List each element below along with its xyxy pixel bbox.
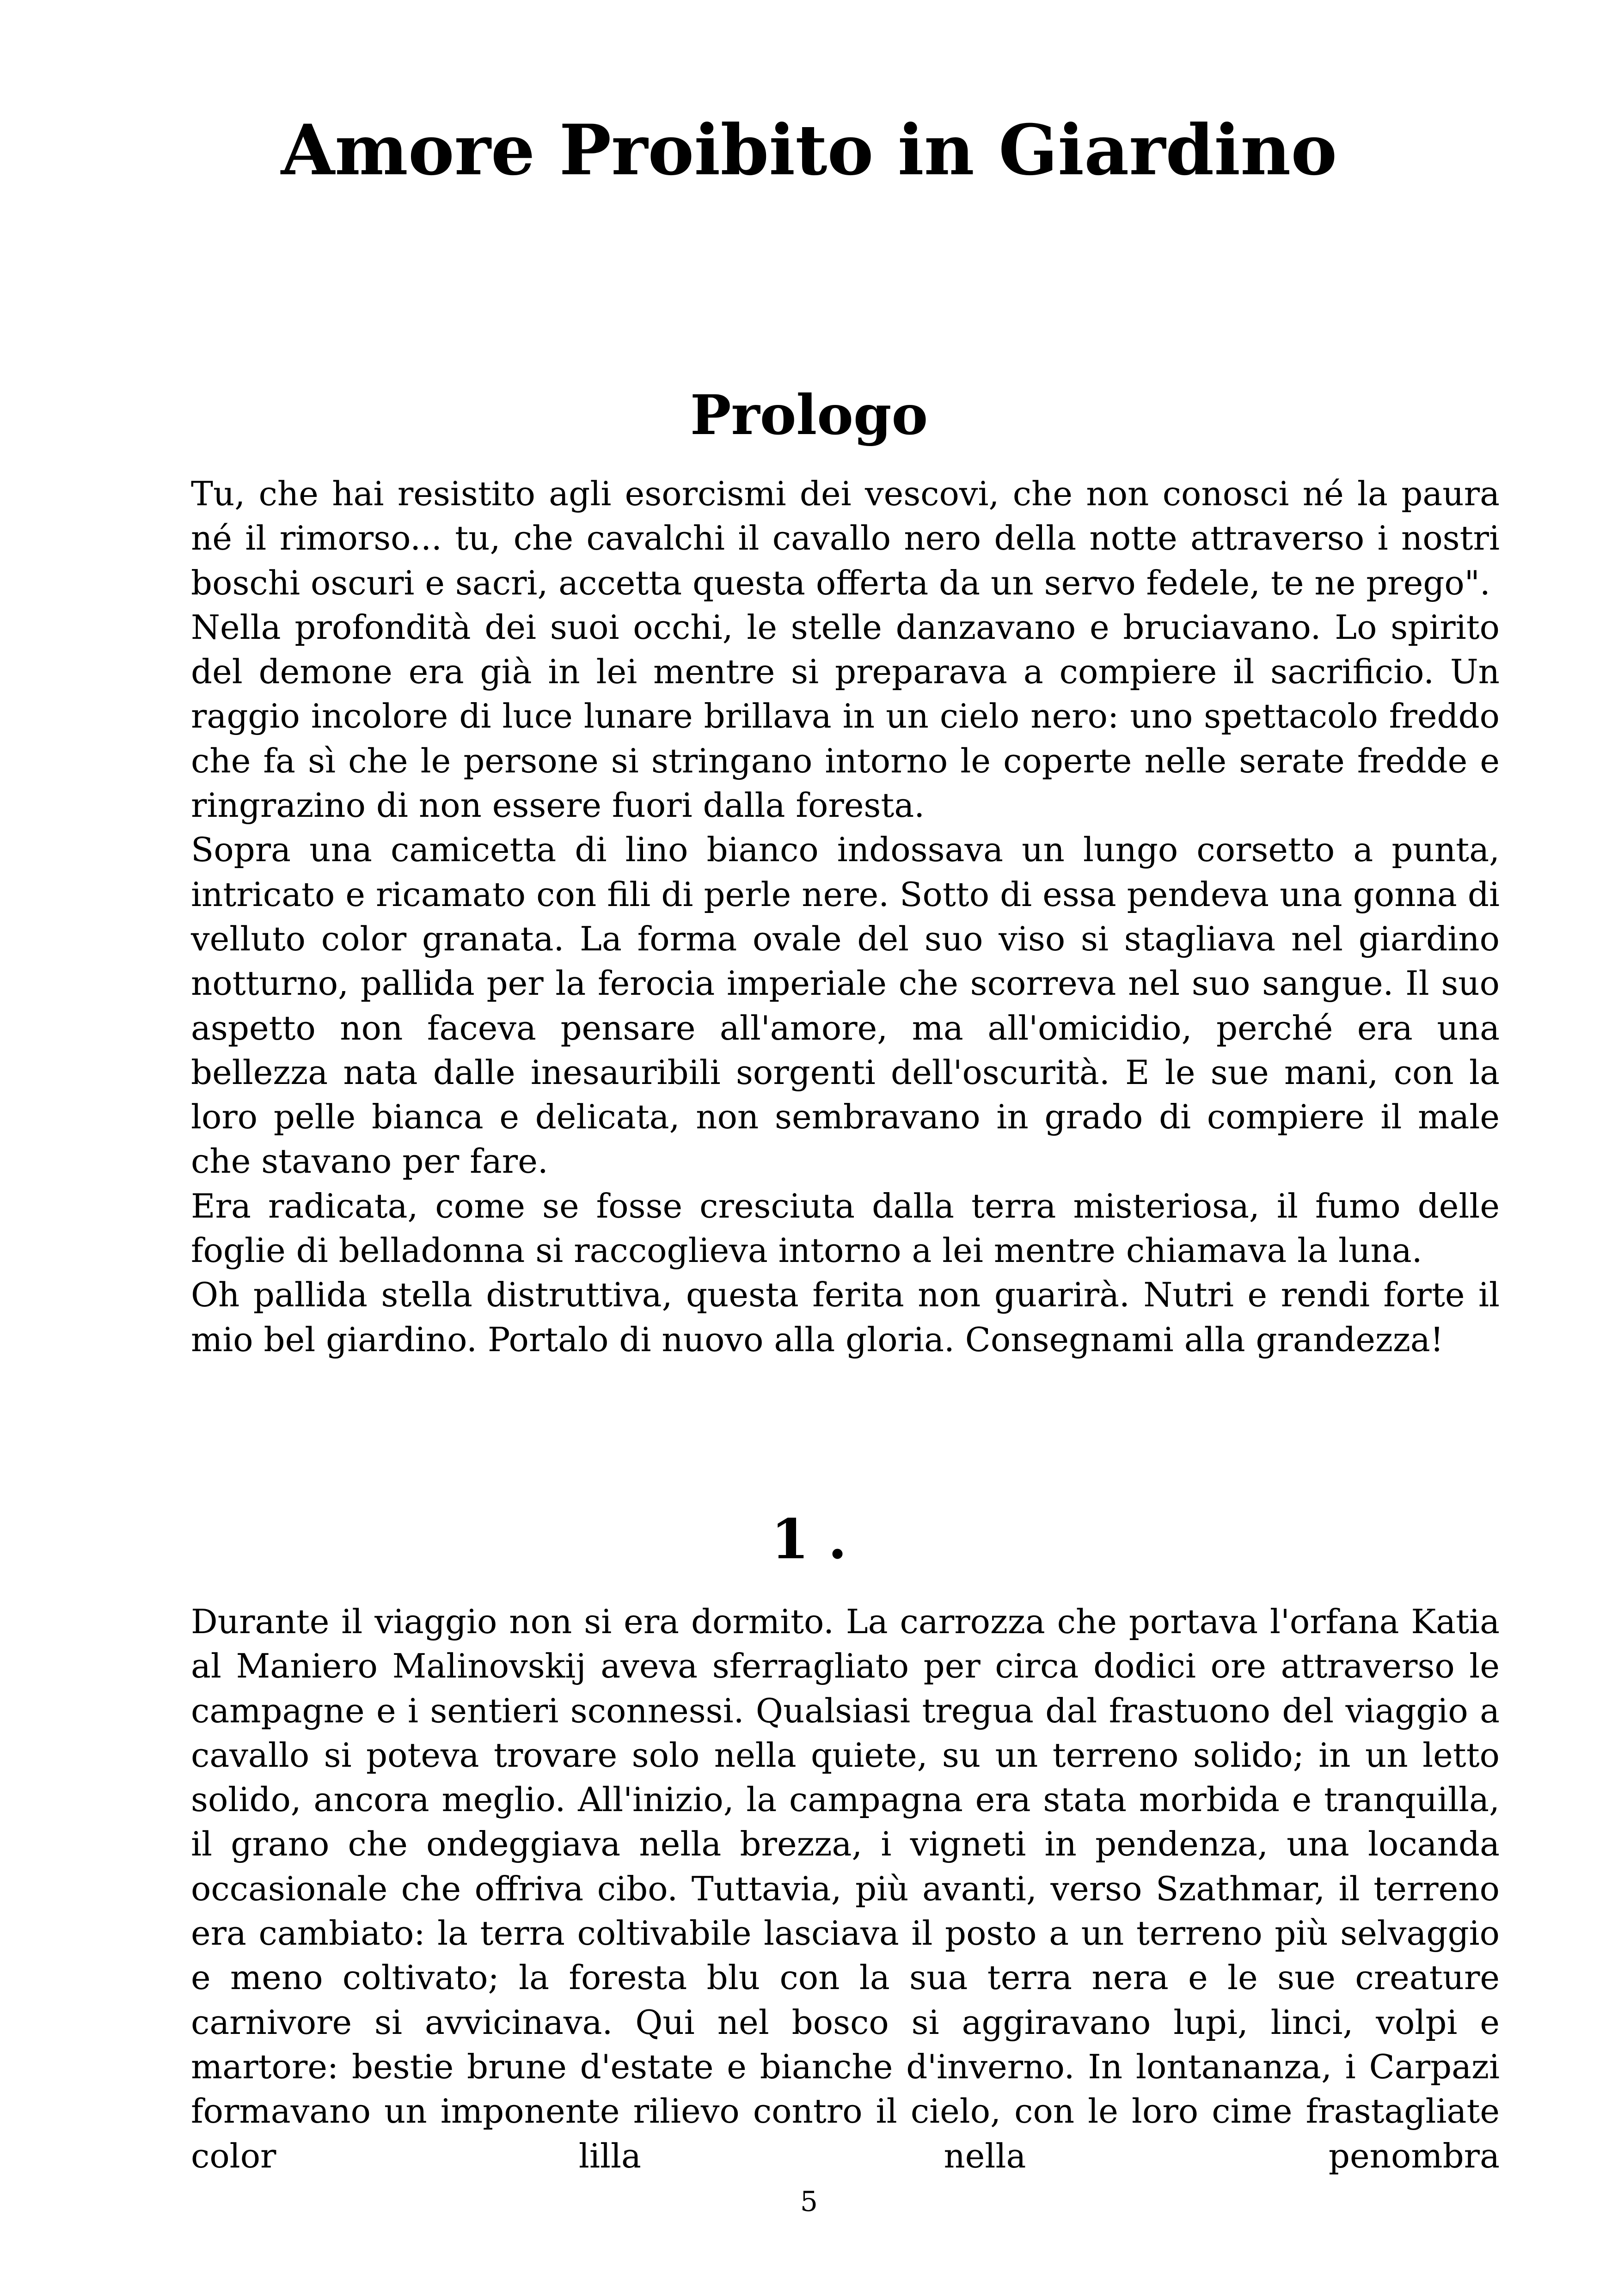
chapter-heading: 1 . bbox=[771, 1507, 847, 1571]
prologue-body bbox=[191, 471, 1500, 1362]
prologue-paragraph: Era radicata, come se fosse cresciuta dalla terra misteriosa, il fumo delle foglie di belladonna si raccoglieva intorno a lei mentre chiamava la luna. bbox=[191, 1186, 1500, 1270]
chapter-body bbox=[191, 1599, 1500, 2178]
book-title: Amore Proibito in Giardino bbox=[281, 110, 1337, 191]
prologue-paragraph: Nella profondità dei suoi occhi, le stelle danzavano e bruciavano. Lo spirito del demone era già in lei mentre si preparava a compiere il sacrificio. Un raggio incolore di luce lunare brillava in un cielo nero: uno spettacolo freddo che fa sì che le persone si stringano intorno le coperte nelle serate fredde e ringrazino di non essere fuori dalla foresta. bbox=[191, 607, 1500, 825]
page-number: 5 bbox=[800, 2186, 818, 2218]
prologue-paragraph: Oh pallida stella distruttiva, questa ferita non guarirà. Nutri e rendi forte il mio bel giardino. Portalo di nuovo alla gloria. Consegnami alla grandezza! bbox=[191, 1275, 1500, 1359]
prologue-heading: Prologo bbox=[690, 383, 928, 447]
prologue-paragraph: Tu, che hai resistito agli esorcismi dei vescovi, che non conosci né la paura né il rimorso... tu, che cavalchi il cavallo nero della notte attraverso i nostri boschi oscuri e sacri, accetta questa offerta da un servo fedele, te ne prego". bbox=[191, 474, 1500, 602]
chapter-paragraph: Durante il viaggio non si era dormito. La carrozza che portava l'orfana Katia al Maniero Malinovskij aveva sferragliato per circa dodici ore attraverso le campagne e i sentieri sconnessi. Qualsiasi tregua dal frastuono del viaggio a cavallo si poteva trovare solo nella quiete, su un terreno solido; in un letto solido, ancora meglio. All'inizio, la campagna era stata morbida e tranquilla, il grano che ondeggiava nella brezza, i vigneti in pendenza, una locanda occasionale che offriva cibo. Tuttavia, più avanti, verso Szathmar, il terreno era cambiato: la terra coltivabile lasciava il posto a un terreno più selvaggio e meno coltivato; la foresta blu con la sua terra nera e le sue creature carnivore si avvicinava. Qui nel bosco si aggiravano lupi, linci, volpi e martore: bestie brune d'estate e bianche d'inverno. In lontananza, i Carpazi formavano un imponente rilievo contro il cielo, con le loro cime frastagliate color lilla nella penombra bbox=[191, 1602, 1500, 2175]
prologue-paragraph: Sopra una camicetta di lino bianco indossava un lungo corsetto a punta, intricato e ricamato con fili di perle nere. Sotto di essa pendeva una gonna di velluto color granata. La forma ovale del suo viso si stagliava nel giardino notturno, pallida per la ferocia imperiale che scorreva nel suo sangue. Il suo aspetto non faceva pensare all'amore, ma all'omicidio, perché era una bellezza nata dalle inesauribili sorgenti dell'oscurità. E le sue mani, con la loro pelle bianca e delicata, non sembravano in grado di compiere il male che stavano per fare. bbox=[191, 830, 1500, 1181]
